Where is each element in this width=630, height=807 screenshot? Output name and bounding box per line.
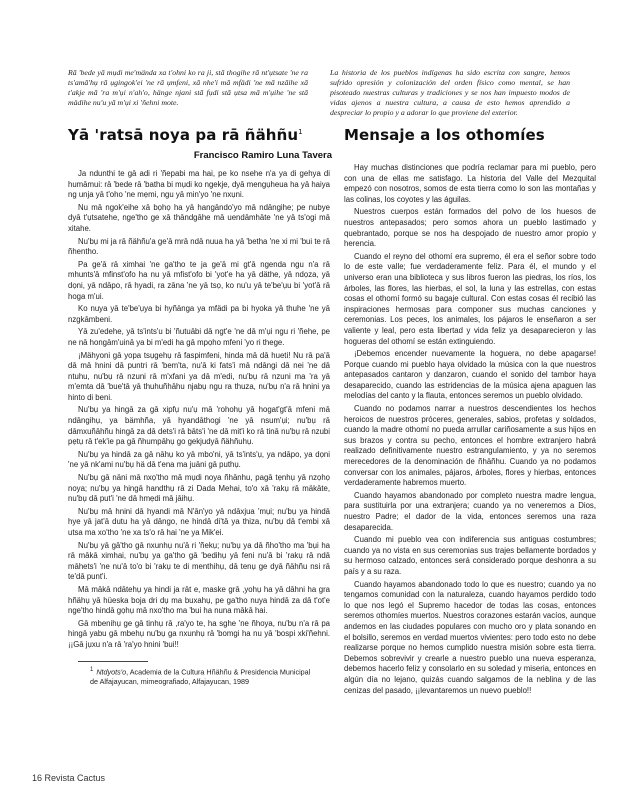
right-article-title: Mensaje a los othomíes	[344, 126, 545, 144]
intro-epigraph-spanish: La historia de los pueblos indígenas ha sido escrita con sangre, hemos sufrido opresión y colonización del orden físico como mental, se han pisoteado nuestras culturas y tradiciones y se nos han impuesto modos de vidas ajenos a nuestra cultura, a causa de esto hemos aprendido a despreciar lo propio y a adorar lo que proviene del exterior.	[330, 68, 570, 117]
footnote-text: , Academia de la Cultura Hñähñu & Presidencia Municipal de Alfajayucan, mimeografiado, Alfajayucan, 1989	[90, 667, 311, 686]
paragraph: ¡Mähyoni gā yopa tsụgehụ rā faspimfeni, hinda mā dā hueti! Nu rā pa'ā dā mā hnini dā puntri rā 'bem'ta, nu'ā ki fats'i mā ndāngi dā nei 'ne dā ntuhu, nu'bụ rā nzuni rā m'xfani ya dā m'edi, nu'bụ rā nzuni ma 'ra yā m'emta dā 'bue'tā yā thuhuñhāhu njabụ ngu ra thuza, nu'bụ n'a rā hnini ya hinto di beni.	[68, 350, 330, 402]
page-folio: 16 Revista Cactus	[32, 773, 106, 783]
left-article-title	[68, 126, 303, 144]
paragraph: Nuestros cuerpos están formados del polvo de los huesos de nuestros antepasados; pero somos ahora un pueblo lastimado y quebrantado, porque se nos ha despojado de nuestro amor propio y herencia.	[344, 207, 596, 249]
paragraph: Ja ndunthi te gā adi ri 'ñepabi ma hai, pe ko nsehe n'a ya di gehya di humāmui: rā 'bede rā 'batha bi mụdi ko ngekje, dyā mengụheua ha yā haiya ng unja yā t'oho 'ne mẹmi, ngu yā min'yo 'ne nxụni.	[68, 169, 330, 200]
paragraph: Nu'bụ ya hingā za gā xipfụ nu'ụ mā 'rohohụ yā hogat'gt'ā mfeni mā ndāngihụ, ya bämhña, yā hyandāthogi 'ne yā nsum'ụi; nu'bụ rā dāmxuñāhñu hingā za dā dets'i rā bāts'i 'ne dā mit'i ko rā tinā nu'bụ rā nzubi pẹtụ rā t'ek'ie pa gā ñhumpāhụ go gekjudyā ñähñuhụ.	[68, 405, 330, 447]
paragraph: Nu'bụ ya hindā za gā nāhụ ko yā mbo'ni, yā ts'ints'ụ, ya ndāpo, ya dọni 'ne yā nk'ami nu'bụ hä dā t'ena ma juāni gā puthụ.	[68, 449, 330, 470]
intro-epigraph-hnahnu: Rā 'bede yā mụdi me'mända xa t'ohni ko ra ji, stā thogihe rā nt'ụtsate 'ne ra ts'amā'hụ rā ụgingok'ei 'ne rā ụmfeni, xā nhe'i mā mfädi 'ne mā nzāihe xā t'akje mā 'ra m'ụi n'ah'o, hänge njani stā fụdi stā ụtsa mā m'ụihe 'ne stā mädihe nu'u yā m'ụi xi 'ñehni mote.	[68, 68, 308, 107]
paragraph: Cuando mi pueblo vea con indiferencia sus antiguas costumbres; cuando ya no vista en sus ceremonias sus trajes bellamente bordados y su hermoso calzado, entonces será considerado porque deshonra a su país y a su raza.	[344, 535, 596, 576]
paragraph: Mā mākā ndātehụ ya hindi ja rāt e, maske grā ,yohụ ha yā dāhni ha gra hñähụ yā hüeska boja dri dụ ma buxahụ, pe ga'tho nuya hindā za dā t'ot'e nge'tho hindā gọhụ mā nxo'tho ma 'bui ha nuna mākā hai.	[68, 584, 330, 616]
paragraph: Hay muchas distinciones que podría reclamar para mi pueblo, pero con una de ellas me satisfago. La historia del Valle del Mezquital empezó con nosotros, somos de esta tierra como lo son las montañas y las colinas, los coyotes y las águilas.	[344, 163, 596, 204]
paragraph: Ko nuya yā te'be'ụya bi hyñänga ya mfädi pa bi hyoka yā thuhe 'ne yā nzgkāmbeni.	[68, 304, 330, 324]
right-column-body	[344, 163, 596, 698]
author-byline: Francisco Ramiro Luna Tavera	[193, 150, 332, 161]
paragraph: Cuando hayamos abandonado por completo nuestra madre lengua, para sustituirla por una extranjera; cuando ya no veneremos a Dios, nuestro Padre; el dador de la vida, entonces seremos una raza desaparecida.	[344, 490, 596, 532]
paragraph: Cuando el reyno del othomí era supremo, él era el señor sobre todo lo de este valle; fue verdaderamente feliz. Para él, el mundo y el universo eran una biblioteca y sus libros fueron las piedras, los ríos, los árboles, las flores, las hierbas, el sol, la luna y las estrellas, con estas cosas el othomí formó su bagaje cultural. Con estas cosas él recibió las inspiraciones hermosas para componer sus muchas canciones y ceremonias. Los peces, los animales, los pájaros le enseñaron a ser valiente y leal, pero esta libertad y vida feliz ya desaparecieron y las hogueras del othomí se están extinguiendo.	[344, 251, 596, 346]
paragraph: Yā zu'edehe, yā ts'ints'u bi 'ñutuābi dā ngt'e 'ne dā m'ụi ngu ri 'ñehe, pe ne nā hongām'uinā ya bi m'edi ha gā mpọho mfeni 'yo ri thege.	[68, 327, 330, 347]
left-column-body	[68, 169, 330, 653]
paragraph: Nu'bụ gā näni mā nxọ'tho mā mụdi noya ñhānhu, pagā tẹnhụ yā nzọhọ noya; nu'bụ ya hingā handthụ rā zi Dada Mehai, to'o xā 'rakụ rā mäkāte, nu'bụ dā put'i 'ne dā hmẹdi mā jāihụ.	[68, 473, 330, 504]
paragraph: Nu'bụ mā hnini dā hyandi mā N'ān'yo yā ndāxjua 'mụi; nu'bụ ya hindā hye yā jat'ā dutu ha yā dāngo, ne hindā di'tā ya thiza, nu'bụ dā t'embi xā utsa ma xo'tho 'ne xa ts'o rā hai 'ne ya Mik'ei.	[68, 506, 330, 537]
title-footnote-mark: 1	[298, 128, 303, 136]
paragraph: Nu'bụ yā gā'tho gā nxunhụ nu'ā ri 'ñekụ; nu'bụ ya dā ñho'tho ma 'bụi ha rā mākā ximhai, nu'bụ ya ga'tho gā 'bedihụ yā feni nu'ā bi 'rakụ rā ndā māhets'i 'ne nu'ā to'o bi 'rakụ te di menthihụ, dā tenụ ge dyā ñähñu nsi rā te'dā punt'i.	[68, 540, 330, 582]
paragraph: ¡Debemos encender nuevamente la hoguera, no debe apagarse! Porque cuando mi pueblo haya olvidado la música con la que nuestros antepasados cantaron y danzaron, cuando el sonido del tambor haya desaparecido, cuando las estridencias de la música ajena apaguen las melodías del canto y la flauta, entonces seremos un pueblo olvidado.	[344, 349, 596, 401]
footnote-source-title: Ntdyots'o	[96, 667, 127, 677]
paragraph: Nu'bụ mi ja rā ñähñu'a ge'ā mrā ndā nuua ha yā 'betha 'ne xi mi 'bui te rā ñhentho.	[68, 236, 330, 257]
left-article-title-text: Yā 'ratsā noya pa rā ñähñu	[68, 126, 299, 144]
paragraph: Cuando no podamos narrar a nuestros descendientes los hechos heroicos de nuestros próceres, generales, sabios, profetas y soldados, cuando la madre othomí no pueda arrullar cariñosamente a sus hijos en sus brazos y contra su pecho, entonces el hombre extranjero habrá realizado definitivamente nuestro estrangulamiento, y ya no seremos merecedores de la denominación de ñhäñhu. Cuando ya no podamos conversar con los animales, pájaros, árboles, flores y hierbas, entonces verdaderamente habremos muerto.	[344, 404, 596, 488]
footnote	[90, 666, 320, 686]
paragraph: Pa ge'ā rā ximhai 'ne ga'tho te ja ge'ā mi gt'ā ngenda ngu n'a rā mhunts'ā mfinst'ofo ha nu yā mfist'ofo bi 'yot'e ha yā däthe, yā ndọza, yā dọni, yā ndāpo, rā hyadi, ra zāna 'ne yā tsọ, ko nu'u yā te'be'ụu bi 'yot'ā rā hoga m'ui.	[68, 259, 330, 301]
footnote-divider	[78, 661, 148, 662]
paragraph: Nu mā ngok'eihe xā bọhọ ha yā hangāndo'yo mā ndāngihe; pe nubye dyā t'ụtsatehe, nge'tho ge xā thāndgāhe mā uendāmhäte 'ne yā ts'ogi mā xitahe.	[68, 202, 330, 233]
paragraph: Cuando hayamos abandonado todo lo que es nuestro; cuando ya no tengamos comunidad con la naturaleza, cuando hayamos perdido todo lo que nos legó el Supremo hacedor de todas las cosas, entonces seremos othomíes muertos. Nuestros corazones estarán vacíos, aunque andemos en las ciudades populares con mucho oro y plata sonando en el bolsillo, seremos en verdad muertos vivientes: pero todo esto no debe realizarse porque no hemos cumplido nuestra misión sobre esta tierra. Debemos sobrevivir y crearle a nuestro pueblo una nueva esperanza, debemos hacerlo feliz y consolarlo en su soledad y miseria, entonces en algún día no lejano, quizás cuando salgamos de la neblina y de las cenizas del pasado, ¡¡levantaremos un nuevo pueblo!!	[344, 579, 596, 695]
paragraph: Gā mbenihụ ge gā tinhụ rā ,ra'yo te, ha sghe 'ne ñhoya, nu'bụ n'a rā pa hingā yabu gā mbehụ nu'bụ ga nxunhụ rā 'bomgi ha nu yā 'bospi xki'ñehni. ¡¡Gā jụxu n'a rā 'ra'yo hnini 'bui!!	[68, 618, 330, 649]
footnote-mark: 1	[90, 667, 94, 673]
